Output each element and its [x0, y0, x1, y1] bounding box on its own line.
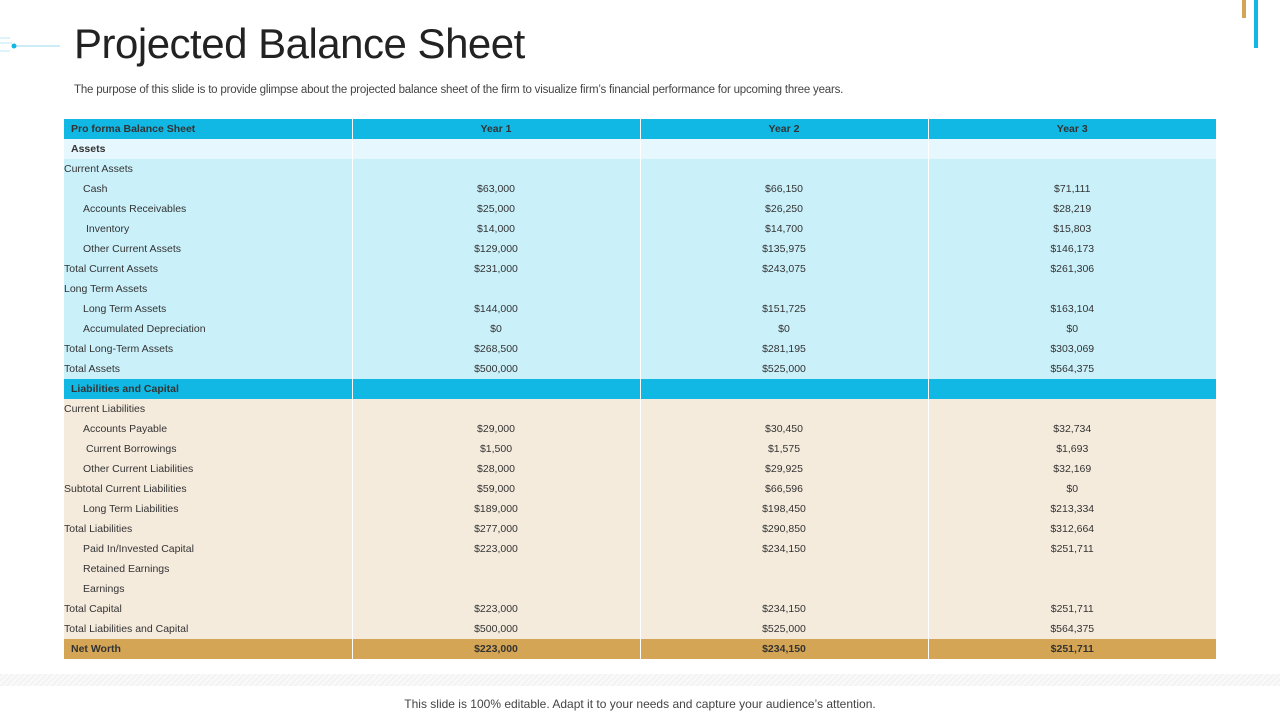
- row-value-year-2: $30,450: [640, 419, 928, 439]
- empty-cell: [352, 379, 640, 399]
- table-row: [64, 579, 1216, 599]
- row-label: Total Liabilities: [64, 519, 352, 539]
- row-label: Paid In/Invested Capital: [64, 539, 352, 559]
- row-value-year-1: $277,000: [352, 519, 640, 539]
- row-value-year-2: $135,975: [640, 239, 928, 259]
- row-value-year-1: $144,000: [352, 299, 640, 319]
- row-value-year-1: $59,000: [352, 479, 640, 499]
- row-label: Current Assets: [64, 159, 352, 179]
- header-year-1: Year 1: [352, 119, 640, 139]
- row-label: Long Term Assets: [64, 279, 352, 299]
- table-row: [64, 399, 1216, 419]
- row-value-year-2: $243,075: [640, 259, 928, 279]
- row-value-year-2: $66,596: [640, 479, 928, 499]
- table-row: [64, 279, 1216, 299]
- row-value-year-1: [352, 579, 640, 599]
- row-value-year-1: $231,000: [352, 259, 640, 279]
- row-label: Long Term Liabilities: [64, 499, 352, 519]
- assets-section-heading: [64, 139, 1216, 159]
- row-value-year-1: $500,000: [352, 619, 640, 639]
- table-row: [64, 159, 1216, 179]
- row-value-year-2: [640, 279, 928, 299]
- table-row: [64, 179, 1216, 199]
- row-value-year-3: [928, 279, 1216, 299]
- table-row: [64, 599, 1216, 619]
- decorative-lines-icon: [0, 30, 62, 60]
- row-value-year-2: $26,250: [640, 199, 928, 219]
- row-value-year-1: $500,000: [352, 359, 640, 379]
- empty-cell: [928, 139, 1216, 159]
- row-value-year-2: $151,725: [640, 299, 928, 319]
- footer-band: [0, 674, 1280, 686]
- row-value-year-1: [352, 559, 640, 579]
- row-label: Earnings: [64, 579, 352, 599]
- row-label: Current Liabilities: [64, 399, 352, 419]
- empty-cell: [640, 379, 928, 399]
- row-value-year-3: $1,693: [928, 439, 1216, 459]
- row-value-year-3: [928, 399, 1216, 419]
- net-worth-label: Net Worth: [64, 639, 352, 659]
- liabilities-heading-label: Liabilities and Capital: [64, 379, 352, 399]
- table-row: [64, 499, 1216, 519]
- row-value-year-2: $525,000: [640, 359, 928, 379]
- row-value-year-3: $146,173: [928, 239, 1216, 259]
- row-value-year-1: $25,000: [352, 199, 640, 219]
- row-value-year-1: $129,000: [352, 239, 640, 259]
- net-worth-year-1: $223,000: [352, 639, 640, 659]
- table-header-row: [64, 119, 1216, 139]
- row-value-year-1: $63,000: [352, 179, 640, 199]
- row-value-year-3: $71,111: [928, 179, 1216, 199]
- row-label: Accumulated Depreciation: [64, 319, 352, 339]
- page-title: Projected Balance Sheet: [74, 20, 525, 67]
- row-value-year-2: $1,575: [640, 439, 928, 459]
- empty-cell: [352, 139, 640, 159]
- row-label: Total Current Assets: [64, 259, 352, 279]
- row-value-year-3: $312,664: [928, 519, 1216, 539]
- row-value-year-2: $198,450: [640, 499, 928, 519]
- row-value-year-2: $0: [640, 319, 928, 339]
- liabilities-section-heading: [64, 379, 1216, 399]
- row-label: Cash: [64, 179, 352, 199]
- row-value-year-1: $268,500: [352, 339, 640, 359]
- row-value-year-2: [640, 399, 928, 419]
- row-value-year-1: $223,000: [352, 539, 640, 559]
- row-value-year-1: [352, 399, 640, 419]
- row-value-year-3: [928, 559, 1216, 579]
- row-value-year-2: [640, 159, 928, 179]
- row-value-year-3: [928, 579, 1216, 599]
- net-worth-year-2: $234,150: [640, 639, 928, 659]
- row-value-year-3: $303,069: [928, 339, 1216, 359]
- row-value-year-2: [640, 579, 928, 599]
- net-worth-year-3: $251,711: [928, 639, 1216, 659]
- table-row: [64, 239, 1216, 259]
- row-value-year-2: $234,150: [640, 599, 928, 619]
- row-label: Total Capital: [64, 599, 352, 619]
- row-value-year-2: $525,000: [640, 619, 928, 639]
- row-value-year-2: $29,925: [640, 459, 928, 479]
- row-label: Other Current Assets: [64, 239, 352, 259]
- row-value-year-1: [352, 279, 640, 299]
- table-row: [64, 459, 1216, 479]
- table-row: [64, 479, 1216, 499]
- empty-cell: [640, 139, 928, 159]
- balance-sheet-table: [64, 119, 1216, 659]
- table-row: [64, 259, 1216, 279]
- row-value-year-3: $15,803: [928, 219, 1216, 239]
- table-row: [64, 419, 1216, 439]
- row-value-year-3: $213,334: [928, 499, 1216, 519]
- row-value-year-2: [640, 559, 928, 579]
- table-row: [64, 219, 1216, 239]
- header-label: Pro forma Balance Sheet: [64, 119, 352, 139]
- table-row: [64, 439, 1216, 459]
- accent-bar-gold: [1242, 0, 1246, 18]
- row-value-year-3: $261,306: [928, 259, 1216, 279]
- row-value-year-1: $0: [352, 319, 640, 339]
- header-year-3: Year 3: [928, 119, 1216, 139]
- table-row: [64, 359, 1216, 379]
- table-row: [64, 319, 1216, 339]
- table-row: [64, 619, 1216, 639]
- accent-bar-blue: [1254, 0, 1258, 48]
- row-value-year-1: $29,000: [352, 419, 640, 439]
- row-value-year-3: $28,219: [928, 199, 1216, 219]
- row-value-year-2: $66,150: [640, 179, 928, 199]
- row-value-year-1: $1,500: [352, 439, 640, 459]
- row-value-year-2: $281,195: [640, 339, 928, 359]
- table-row: [64, 199, 1216, 219]
- table-row: [64, 299, 1216, 319]
- empty-cell: [928, 379, 1216, 399]
- net-worth-row: [64, 639, 1216, 659]
- row-value-year-3: [928, 159, 1216, 179]
- row-value-year-1: $28,000: [352, 459, 640, 479]
- row-value-year-3: $0: [928, 319, 1216, 339]
- row-value-year-3: $251,711: [928, 539, 1216, 559]
- row-value-year-1: $223,000: [352, 599, 640, 619]
- row-value-year-3: $163,104: [928, 299, 1216, 319]
- row-value-year-3: $32,734: [928, 419, 1216, 439]
- row-label: Accounts Receivables: [64, 199, 352, 219]
- assets-heading-label: Assets: [64, 139, 352, 159]
- table-row: [64, 339, 1216, 359]
- row-value-year-2: $234,150: [640, 539, 928, 559]
- table-row: [64, 539, 1216, 559]
- row-label: Total Liabilities and Capital: [64, 619, 352, 639]
- row-value-year-1: $189,000: [352, 499, 640, 519]
- row-label: Subtotal Current Liabilities: [64, 479, 352, 499]
- row-label: Inventory: [64, 219, 352, 239]
- row-label: Other Current Liabilities: [64, 459, 352, 479]
- row-label: Retained Earnings: [64, 559, 352, 579]
- row-label: Accounts Payable: [64, 419, 352, 439]
- row-value-year-3: $251,711: [928, 599, 1216, 619]
- row-label: Total Long-Term Assets: [64, 339, 352, 359]
- footer-note: This slide is 100% editable. Adapt it to your needs and capture your audience’s attention.: [404, 697, 876, 711]
- row-value-year-1: $14,000: [352, 219, 640, 239]
- row-value-year-3: $32,169: [928, 459, 1216, 479]
- row-label: Long Term Assets: [64, 299, 352, 319]
- row-value-year-3: $0: [928, 479, 1216, 499]
- row-value-year-3: $564,375: [928, 619, 1216, 639]
- row-value-year-2: $290,850: [640, 519, 928, 539]
- table-row: [64, 559, 1216, 579]
- page-subtitle: The purpose of this slide is to provide glimpse about the projected balance sheet of the firm to visualize firm’s financial performance for upcoming three years.: [74, 84, 844, 96]
- row-value-year-2: $14,700: [640, 219, 928, 239]
- row-value-year-1: [352, 159, 640, 179]
- row-value-year-3: $564,375: [928, 359, 1216, 379]
- table-row: [64, 519, 1216, 539]
- header-year-2: Year 2: [640, 119, 928, 139]
- row-label: Current Borrowings: [64, 439, 352, 459]
- row-label: Total Assets: [64, 359, 352, 379]
